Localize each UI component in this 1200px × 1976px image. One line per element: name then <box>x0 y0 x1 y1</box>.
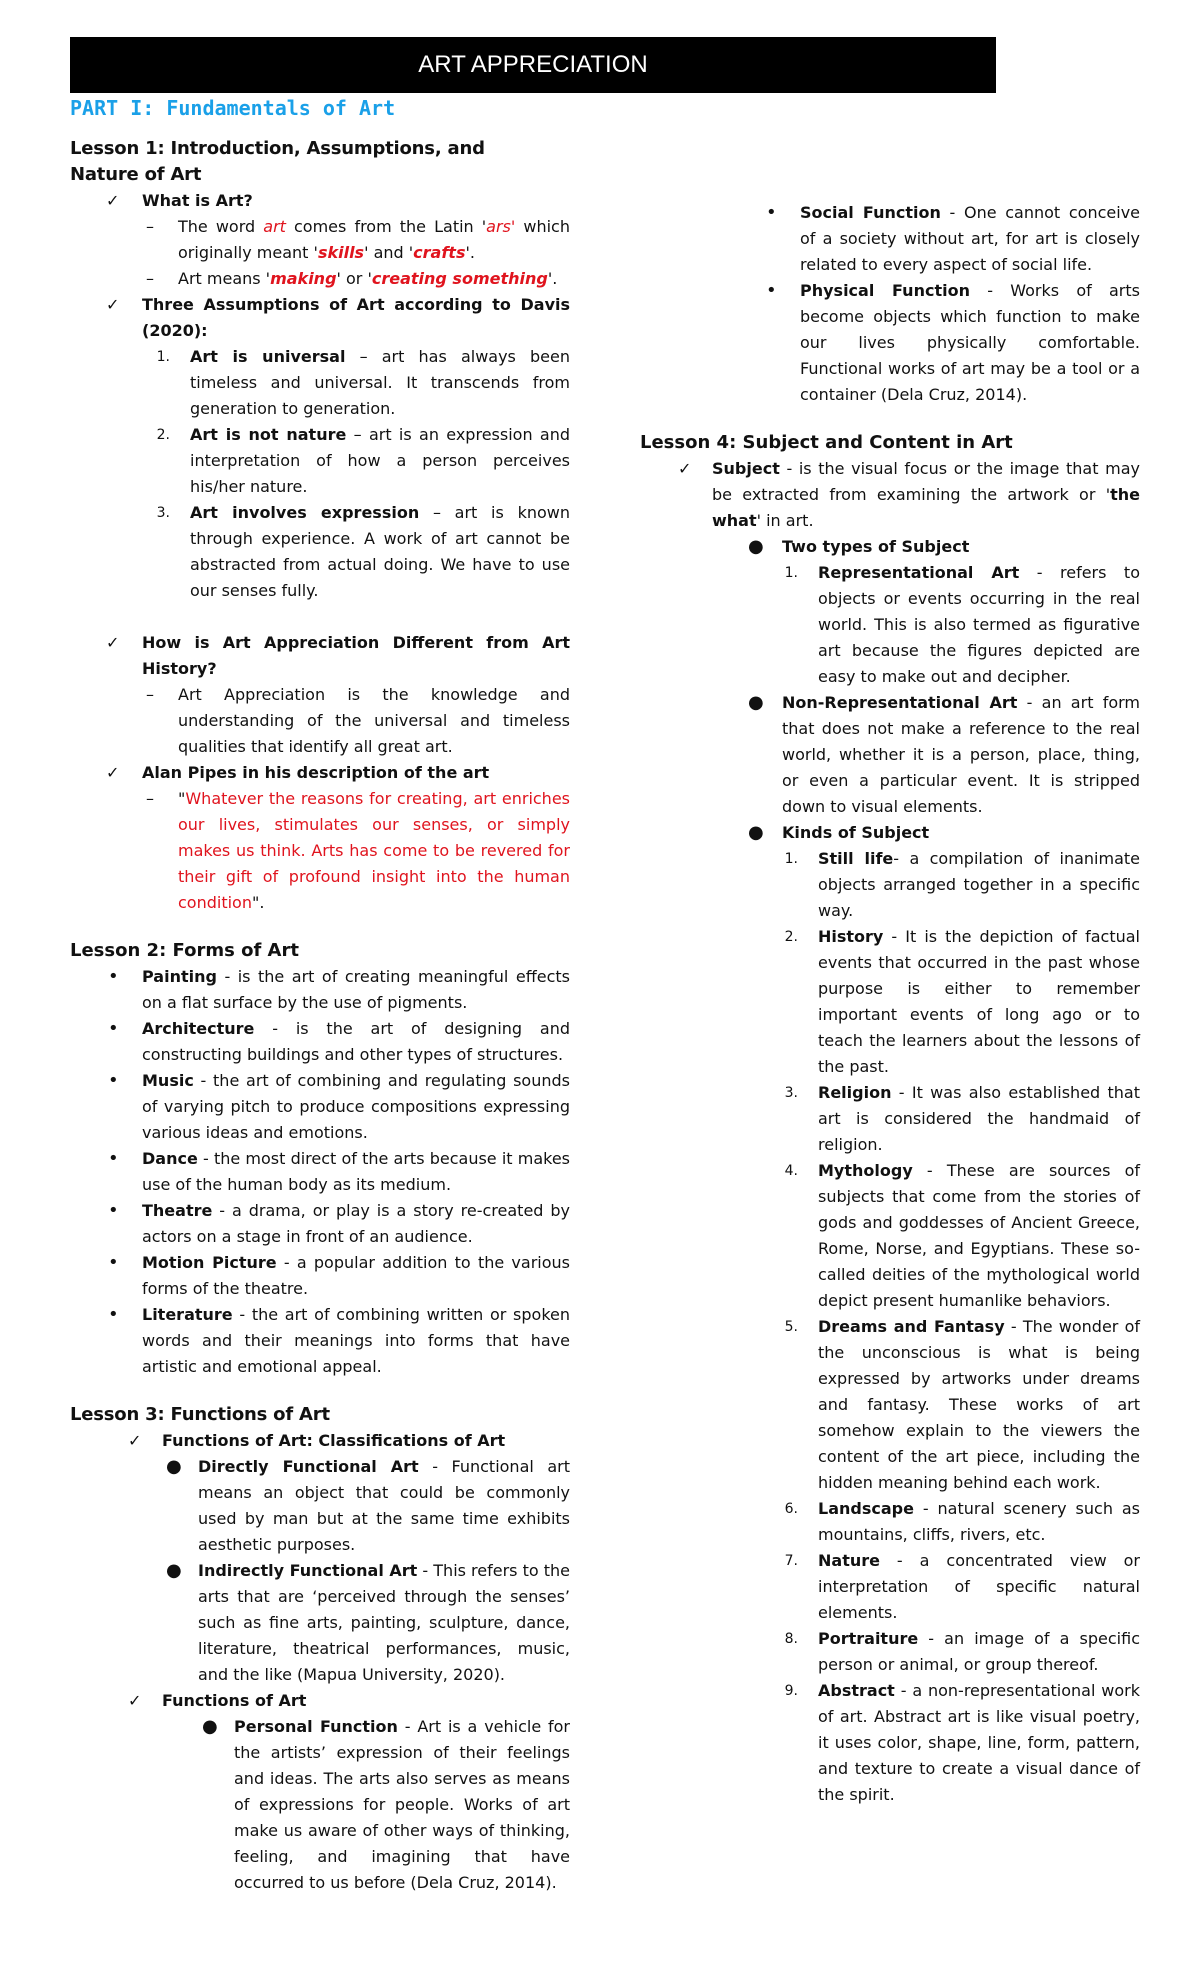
document-title-text: ART APPRECIATION <box>418 51 648 78</box>
check-icon: ✓ <box>106 191 120 210</box>
form-text: - the most direct of the arts because it makes use of the human body as its medium. <box>142 1149 570 1194</box>
check-icon: ✓ <box>128 1691 142 1710</box>
term-art: art <box>263 217 286 236</box>
subject-end: ' in art. <box>756 511 814 530</box>
bullet-icon: • <box>108 1252 119 1273</box>
kind-number: 8. <box>784 1631 798 1647</box>
bullet-icon: • <box>108 1070 119 1091</box>
form-term: Literature <box>142 1305 233 1324</box>
classifications-heading: Functions of Art: Classifications of Art <box>162 1431 506 1450</box>
type-number: 1. <box>784 565 798 581</box>
function-term: Personal Function <box>234 1717 398 1736</box>
check-item-art-appreciation <box>70 630 570 682</box>
form-text: - is the art of creating meaningful effects on a flat surface by the use of pigments. <box>142 967 570 1012</box>
document-title <box>70 37 996 93</box>
check-item-subject <box>640 456 1140 534</box>
check-icon: ✓ <box>106 763 120 782</box>
kind-text: - It is the depiction of factual events that occurred in the past whose purpose is either to remember important events of long ago or to teach the learners about the lessons of the past. <box>818 927 1140 1076</box>
kind-number: 3. <box>784 1085 798 1101</box>
text: Art means ' <box>178 269 271 288</box>
text: Art Appreciation is the knowledge and understanding of the universal and timeless qualities that identify all great art. <box>178 685 570 756</box>
kind-item <box>640 1080 1140 1158</box>
dash-item-appreciation-definition <box>70 682 570 760</box>
dash-icon: – <box>146 269 154 288</box>
kind-item <box>640 1678 1140 1808</box>
quote-text: Whatever the reasons for creating, art enriches our lives, stimulates our senses, or simply makes us think. Arts has come to be revered for their gift of profound insight into the human condition <box>178 789 570 912</box>
bullet-icon: ● <box>166 1560 182 1581</box>
kind-item <box>640 1626 1140 1678</box>
form-item <box>70 1068 570 1146</box>
bullet-icon: ● <box>748 822 764 843</box>
check-icon: ✓ <box>128 1431 142 1450</box>
check-item-assumptions <box>70 292 570 344</box>
subject-text: - is the visual focus or the image that may be extracted from examining the artwork or ' <box>712 459 1140 504</box>
term: Physical Function <box>800 281 970 300</box>
kind-text: - a concentrated view or interpretation of specific natural elements. <box>818 1551 1140 1622</box>
kind-item <box>640 1496 1140 1548</box>
quote-open: " <box>178 789 186 808</box>
form-item <box>70 1016 570 1068</box>
kind-item <box>640 1158 1140 1314</box>
dash-icon: – <box>146 217 154 236</box>
left-column <box>70 96 570 1896</box>
bullet-icon: ● <box>166 1456 182 1477</box>
kind-item <box>640 924 1140 1080</box>
dash-icon: – <box>146 789 154 808</box>
kind-term: History <box>818 927 884 946</box>
term-skills: skills <box>317 243 365 262</box>
question-art-appreciation: How is Art Appreciation Different from Art History? <box>142 633 570 678</box>
form-item <box>70 1146 570 1198</box>
text: comes from the Latin ' <box>285 217 487 236</box>
dash-icon: – <box>146 685 154 704</box>
term-creating-something: creating something <box>371 269 548 288</box>
assumption-number: 2. <box>156 427 170 443</box>
form-term: Theatre <box>142 1201 213 1220</box>
bullet-icon: • <box>108 1200 119 1221</box>
form-term: Dance <box>142 1149 198 1168</box>
assumption-item <box>70 344 570 422</box>
kind-term: Abstract <box>818 1681 895 1700</box>
lesson2-heading: Lesson 2: Forms of Art <box>70 940 299 961</box>
dash-item-art-means <box>70 266 570 292</box>
subject-term: Subject <box>712 459 780 478</box>
kind-text: - These are sources of subjects that come from the stories of gods and goddesses of Ancient Greece, Rome, Norse, and Egyptians. These so-called deities of the mythological world depict present humanlike behaviors. <box>818 1161 1140 1310</box>
form-text: - is the art of designing and constructing buildings and other types of structures. <box>142 1019 570 1064</box>
bullet-icon: ● <box>202 1716 218 1737</box>
kind-term: Religion <box>818 1083 892 1102</box>
kind-text: - It was also established that art is considered the handmaid of religion. <box>818 1083 1140 1154</box>
lesson4-heading: Lesson 4: Subject and Content in Art <box>640 432 1013 453</box>
bullet-icon: • <box>766 202 777 223</box>
kind-term: Mythology <box>818 1161 913 1180</box>
check-icon: ✓ <box>106 633 120 652</box>
right-column <box>640 96 1140 1808</box>
text: '. <box>547 269 558 288</box>
kinds-heading <box>640 820 1140 846</box>
kind-number: 6. <box>784 1501 798 1517</box>
lesson1-heading-line2: Nature of Art <box>70 164 202 185</box>
kind-term: Dreams and Fantasy <box>818 1317 1005 1336</box>
form-text: - a drama, or play is a story re-created by actors on a stage in front of an audience. <box>142 1201 570 1246</box>
check-item-functions <box>70 1688 570 1714</box>
dash-item-quote <box>70 786 570 916</box>
form-term: Music <box>142 1071 194 1090</box>
lesson3-heading: Lesson 3: Functions of Art <box>70 1404 330 1425</box>
bullet-icon: • <box>108 1018 119 1039</box>
functions-heading: Functions of Art <box>162 1691 307 1710</box>
classification-item <box>70 1558 570 1688</box>
forms-list <box>70 964 570 1380</box>
form-item <box>70 1302 570 1380</box>
types-heading <box>640 534 1140 560</box>
kind-item <box>640 1548 1140 1626</box>
assumption-text: – art is known through experience. A work of art cannot be abstracted from actual doing. We have to use our senses fully. <box>190 503 570 600</box>
assumption-term: Art is universal <box>190 347 346 366</box>
form-item <box>70 1198 570 1250</box>
kind-number: 7. <box>784 1553 798 1569</box>
term: Social Function <box>800 203 941 222</box>
text: ' and ' <box>364 243 414 262</box>
dash-item-word-art <box>70 214 570 266</box>
type-term: Non-Representational Art <box>782 693 1018 712</box>
form-text: - a popular addition to the various forms of the theatre. <box>142 1253 570 1298</box>
check-icon: ✓ <box>678 459 692 478</box>
check-item-what-is-art <box>70 188 570 214</box>
check-icon: ✓ <box>106 295 120 314</box>
function-text: - Art is a vehicle for the artists’ expression of their feelings and ideas. The arts also serves as means of expressions for people. Works of art make us aware of other ways of thinking, feeling, and imagining that have occurred to us before (Dela Cruz, 2014). <box>234 1717 571 1892</box>
text: which originally meant ' <box>178 217 570 262</box>
bullet-icon: • <box>108 1304 119 1325</box>
assumption-item <box>70 500 570 604</box>
check-item-classifications <box>70 1428 570 1454</box>
classification-item <box>70 1454 570 1558</box>
part-heading: PART I: Fundamentals of Art <box>70 96 396 120</box>
kind-number: 5. <box>784 1319 798 1335</box>
text: ' or ' <box>336 269 372 288</box>
kind-number: 9. <box>784 1683 798 1699</box>
type-item-representational <box>640 560 1140 690</box>
term-ars: ars' <box>486 217 516 236</box>
kinds-title: Kinds of Subject <box>782 823 930 842</box>
assumption-term: Art is not nature <box>190 425 347 444</box>
check-item-alan-pipes <box>70 760 570 786</box>
classification-text: - This refers to the arts that are ‘perceived through the senses’ such as fine arts, painting, sculpture, dance, literature, theatrical performances, music, and the like (Mapua University, 2020). <box>198 1561 571 1684</box>
kind-text: - an image of a specific person or animal, or group thereof. <box>818 1629 1140 1674</box>
kind-term: Landscape <box>818 1499 914 1518</box>
assumption-item <box>70 422 570 500</box>
type-text: - an art form that does not make a reference to the real world, whether it is a person, place, thing, or even a particular event. It is stripped down to visual elements. <box>782 693 1140 816</box>
assumption-number: 1. <box>156 349 170 365</box>
kind-text: - a compilation of inanimate objects arranged together in a specific way. <box>818 849 1140 920</box>
bullet-icon: • <box>108 966 119 987</box>
lesson1-heading <box>70 136 570 188</box>
assumption-term: Art involves expression <box>190 503 420 522</box>
classification-text: - Functional art means an object that could be commonly used by man but at the same time exhibits aesthetic purposes. <box>198 1457 570 1554</box>
lesson1-heading-line1: Lesson 1: Introduction, Assumptions, and <box>70 138 485 159</box>
bullet-icon: • <box>766 280 777 301</box>
kind-term: Portraiture <box>818 1629 919 1648</box>
function-item-physical <box>640 278 1140 408</box>
kind-text: - The wonder of the unconscious is what is being expressed by artworks under dreams and fantasy. These works of art somehow explain to the viewers the content of the art piece, including the hidden meaning behind each work. <box>818 1317 1141 1492</box>
kind-number: 2. <box>784 929 798 945</box>
types-title: Two types of Subject <box>782 537 970 556</box>
function-item-personal <box>70 1714 570 1896</box>
kind-number: 4. <box>784 1163 798 1179</box>
form-term: Painting <box>142 967 217 986</box>
term-making: making <box>270 269 337 288</box>
assumption-number: 3. <box>156 505 170 521</box>
text: The word <box>178 217 264 236</box>
text: - Works of arts become objects which function to make our lives physically comfortable. Functional works of art may be a tool or a container (Dela Cruz, 2014). <box>800 281 1140 404</box>
subject-the-what: the what <box>712 485 1140 530</box>
kind-term: Still life <box>818 849 894 868</box>
type-term: Representational Art <box>818 563 1020 582</box>
form-text: - the art of combining written or spoken words and their meanings into forms that have artistic and emotional appeal. <box>142 1305 570 1376</box>
type-text: - refers to objects or events occurring in the real world. This is also termed as figurative art because the figures depicted are easy to make out and decipher. <box>818 563 1140 686</box>
form-item <box>70 1250 570 1302</box>
text: - One cannot conceive of a society without art, for art is closely related to every aspect of social life. <box>800 203 1141 274</box>
type-item-nonrepresentational <box>640 690 1140 820</box>
classification-term: Directly Functional Art <box>198 1457 419 1476</box>
assumption-text: – art has always been timeless and universal. It transcends from generation to generation. <box>190 347 571 418</box>
question-assumptions: Three Assumptions of Art according to Davis (2020): <box>142 295 570 340</box>
bullet-icon: • <box>108 1148 119 1169</box>
text: '. <box>465 243 475 262</box>
kind-item <box>640 846 1140 924</box>
kind-text: - a non-representational work of art. Abstract art is like visual poetry, it uses color, shape, line, form, pattern, and texture to create a visual dance of the spirit. <box>818 1681 1140 1804</box>
form-text: - the art of combining and regulating sounds of varying pitch to produce compositions expressing various ideas and emotions. <box>142 1071 570 1142</box>
spacer <box>70 604 570 630</box>
kind-item <box>640 1314 1140 1496</box>
question-alan-pipes: Alan Pipes in his description of the art <box>142 763 490 782</box>
form-term: Architecture <box>142 1019 255 1038</box>
kind-number: 1. <box>784 851 798 867</box>
function-item-social <box>640 200 1140 278</box>
kind-term: Nature <box>818 1551 880 1570</box>
form-item <box>70 964 570 1016</box>
quote-close: ". <box>251 893 265 912</box>
term-crafts: crafts <box>413 243 466 262</box>
bullet-icon: ● <box>748 536 764 557</box>
assumption-text: – art is an expression and interpretation of how a person perceives his/her nature. <box>190 425 570 496</box>
question-what-is-art: What is Art? <box>142 191 253 210</box>
kind-text: - natural scenery such as mountains, cliffs, rivers, etc. <box>818 1499 1140 1544</box>
bullet-icon: ● <box>748 692 764 713</box>
form-term: Motion Picture <box>142 1253 277 1272</box>
classification-term: Indirectly Functional Art <box>198 1561 418 1580</box>
